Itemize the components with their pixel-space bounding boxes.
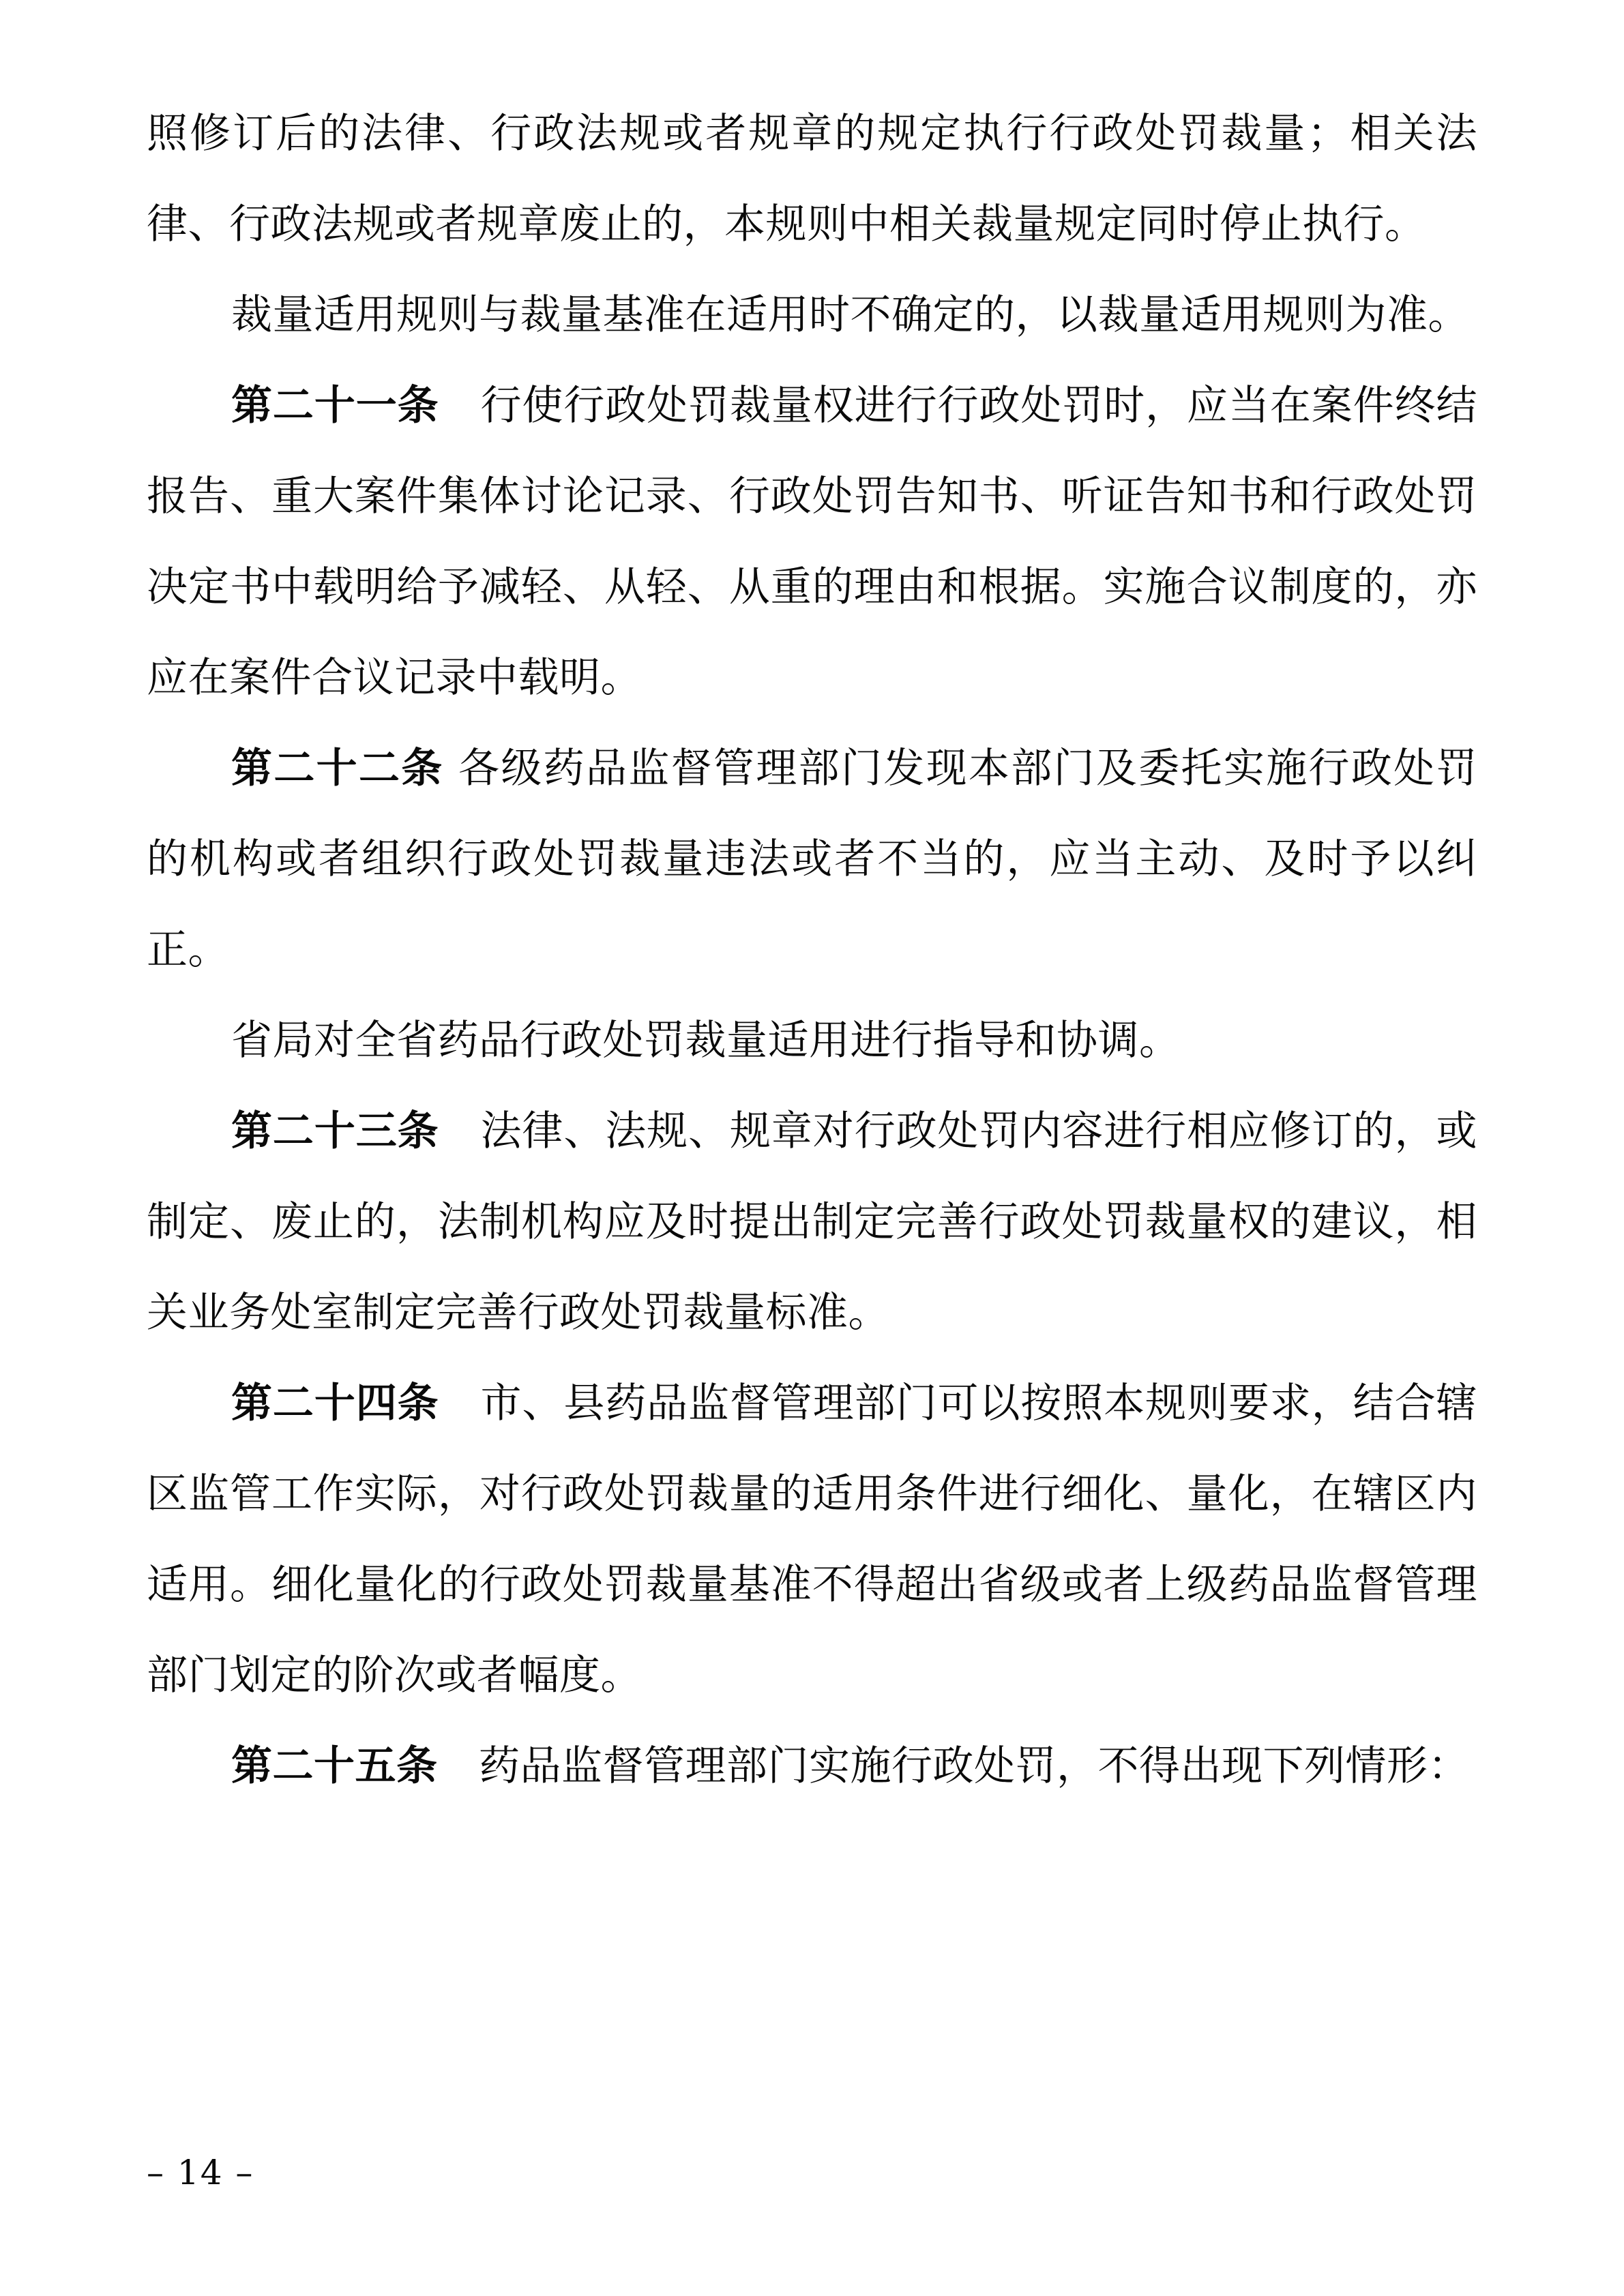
paragraph-5-text: 省局对全省药品行政处罚裁量适用进行指导和协调。 (231, 1017, 1181, 1064)
page-number: – 14 – (147, 2153, 254, 2192)
paragraph-2-text: 裁量适用规则与裁量基准在适用时不确定的，以裁量适用规则为准。 (231, 291, 1469, 339)
paragraph-1 (147, 89, 1477, 270)
article-heading-23: 第二十三条 (231, 1107, 439, 1155)
paragraph-7 (147, 1358, 1477, 1721)
paragraph-4-text: 各级药品监督管理部门发现本部门及委托实施行政处罚的机构或者组织行政处罚裁量违法或者不当的，应当主动、及时予以纠正。 (147, 745, 1477, 974)
article-heading-24: 第二十四条 (231, 1380, 439, 1427)
paragraph-3 (147, 361, 1477, 724)
paragraph-4 (147, 724, 1477, 996)
paragraph-6 (147, 1086, 1477, 1358)
paragraph-2 (147, 270, 1477, 361)
article-heading-25: 第二十五条 (231, 1742, 438, 1790)
paragraph-5 (147, 996, 1477, 1086)
paragraph-7-text: 市、县药品监督管理部门可以按照本规则要求，结合辖区监管工作实际，对行政处罚裁量的适用条件进行细化、量化，在辖区内适用。细化量化的行政处罚裁量基准不得超出省级或者上级药品监督管理部门划定的阶次或者幅度。 (147, 1380, 1478, 1699)
paragraph-8-text: 药品监督管理部门实施行政处罚，不得出现下列情形： (437, 1742, 1469, 1790)
paragraph-1-text: 照修订后的法律、行政法规或者规章的规定执行行政处罚裁量；相关法律、行政法规或者规章废止的，本规则中相关裁量规定同时停止执行。 (147, 110, 1477, 248)
paragraph-8 (147, 1721, 1477, 1812)
article-heading-22: 第二十二条 (231, 745, 444, 792)
paragraph-6-text: 法律、法规、规章对行政处罚内容进行相应修订的，或制定、废止的，法制机构应及时提出制定完善行政处罚裁量权的建议，相关业务处室制定完善行政处罚裁量标准。 (147, 1107, 1478, 1337)
paragraph-3-text: 行使行政处罚裁量权进行行政处罚时，应当在案件终结报告、重大案件集体讨论记录、行政处罚告知书、听证告知书和行政处罚决定书中载明给予减轻、从轻、从重的理由和根据。实施合议制度的，亦应在案件合议记录中载明。 (147, 382, 1478, 702)
document-body (147, 89, 1477, 1812)
article-heading-21: 第二十一条 (231, 382, 439, 430)
